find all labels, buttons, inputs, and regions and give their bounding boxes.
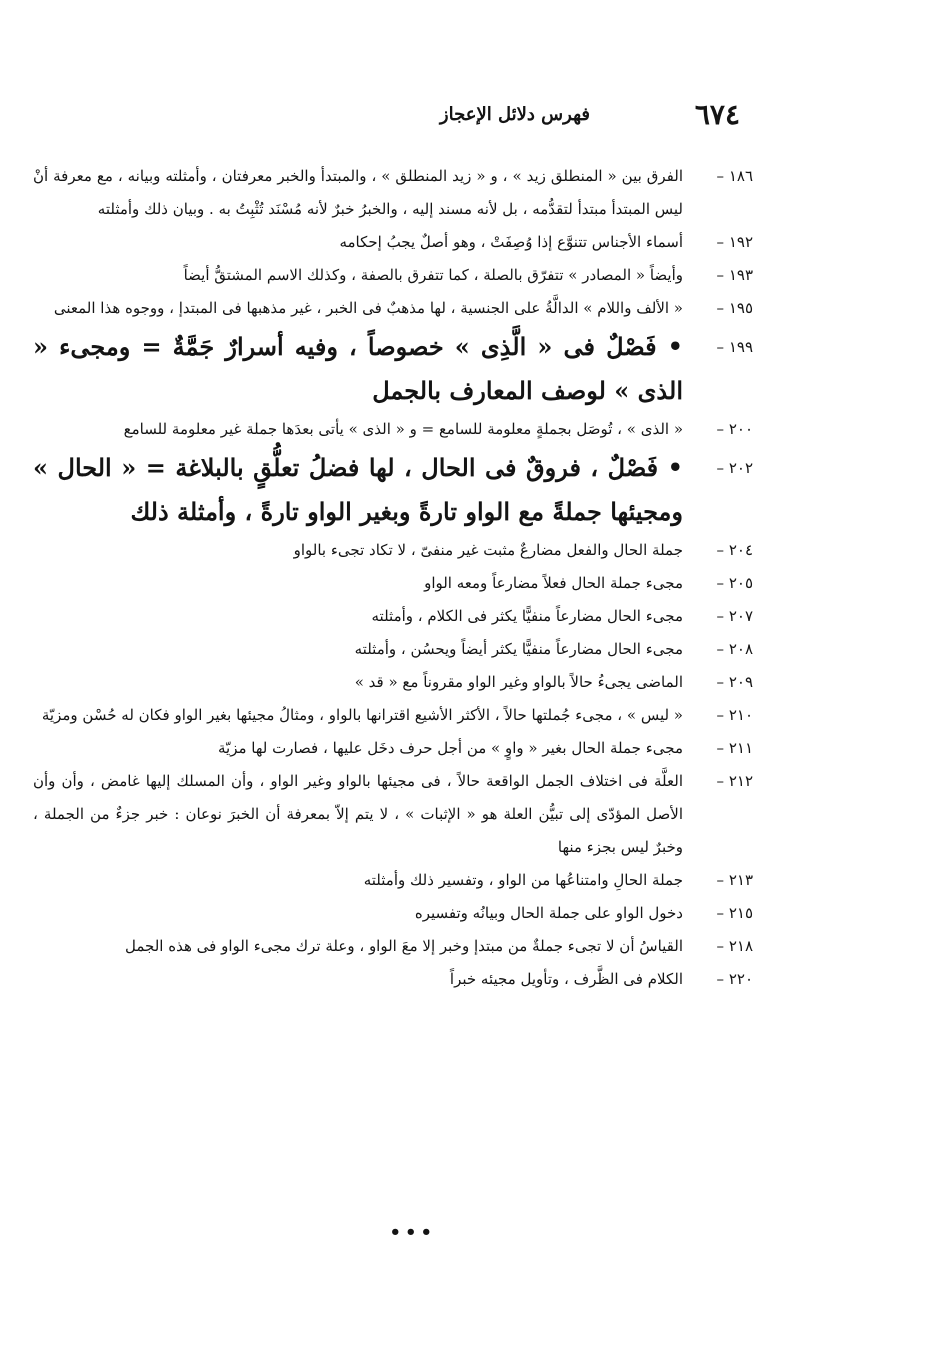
entry-text: • فَصْلٌ ، فروقٌ فى الحال ، لها فضلُ تعلُّقٍ بالبلاغة = « الحال » ومجيئها جملةً مع الواو تارةً وبغير الواو تارةً ، وأمثلة ذلك bbox=[33, 453, 683, 526]
entry-text: « الألف واللام » الدالَّةُ على الجنسية ، لها مذهبٌ فى الخبر ، غير مذهبها فى المبتدإ ، ووجوه هذا المعنى bbox=[53, 299, 683, 317]
entry-page-number: ٢١٠ – bbox=[716, 706, 753, 724]
entry-page-number: ١٩٣ – bbox=[716, 266, 753, 284]
entry-page-number: ٢٠٧ – bbox=[716, 607, 753, 625]
index-entry bbox=[33, 259, 753, 292]
index-entry bbox=[33, 160, 753, 226]
entry-page-number: ٢١٥ – bbox=[716, 904, 753, 922]
entry-page-number: ١٨٦ – bbox=[716, 167, 753, 185]
entry-page-number: ٢١٢ – bbox=[716, 772, 753, 790]
entry-page-number: ٢٠٥ – bbox=[716, 574, 753, 592]
page-header bbox=[300, 98, 740, 138]
running-title: فهرس دلائل الإعجاز bbox=[439, 104, 590, 125]
entry-text: مجىء جملة الحال فعلاً مضارعاً ومعه الواو bbox=[424, 574, 683, 592]
entry-text: جملة الحال والفعل مضارعٌ مثبت غير منفىّ ، لا تكاد تجىء بالواو bbox=[293, 541, 683, 559]
entry-text: أسماء الأجناس تتنوَّع إذا وُصِفَتْ ، وهو أصلٌ يجبُ إحكامه bbox=[339, 233, 683, 251]
entry-page-number: ٢٠٨ – bbox=[716, 640, 753, 658]
entry-page-number: ١٩٢ – bbox=[716, 233, 753, 251]
entry-page-number: ٢٠٩ – bbox=[716, 673, 753, 691]
entry-page-number: ٢١٣ – bbox=[716, 871, 753, 889]
index-entry bbox=[33, 292, 753, 325]
entry-text: وأيضاً « المصادر » تتفرّق بالصلة ، كما تتفرق بالصفة ، وكذلك الاسم المشتقُّ أيضاً bbox=[183, 266, 683, 284]
entry-page-number: ٢٠٤ – bbox=[716, 541, 753, 559]
entry-page-number: ٢١١ – bbox=[716, 739, 753, 757]
index-entry bbox=[33, 567, 753, 600]
entry-text: الماضى يجىءُ حالاً بالواو وغير الواو مقروناً مع « قد » bbox=[354, 673, 683, 691]
index-entry bbox=[33, 963, 753, 996]
entry-page-number: ٢١٨ – bbox=[716, 937, 753, 955]
index-entry bbox=[33, 413, 753, 446]
index-entries bbox=[33, 160, 753, 996]
entry-page-number: ١٩٥ – bbox=[716, 299, 753, 317]
entry-text: • فَصْلٌ فى « الَّذِى » خصوصاً ، وفيه أسرارٌ جَمَّةٌ = ومجىء « الذى » لوصف المعارف بالجمل bbox=[33, 332, 683, 405]
entry-text: « الذى » ، تُوصَل بجملةٍ معلومة للسامع = و « الذى » يأتى بعدَها جملة غير معلومة للسامع bbox=[123, 420, 683, 438]
entry-text: مجىء جملة الحال بغير « واوٍ » من أجل حرف دخَل عليها ، فصارت لها مزيّة bbox=[218, 739, 683, 757]
entry-text: القياسُ أن لا تجىء جملةٌ من مبتدإ وخبر إلا معَ الواو ، وعلة ترك مجىء الواو فى هذه الجمل bbox=[125, 937, 683, 955]
index-entry bbox=[33, 765, 753, 864]
entry-text: الفرق بين « المنطلق زيد » ، و « زيد المنطلق » ، والمبتدأ والخبر معرفتان ، وأمثلته وبيانه ، مع معرفة أنْ ليس المبتدأ مبتدأ لتقدُّمه ، بل لأنه مسند إليه ، والخبرُ خبرٌ لأنه مُسْنَد تُثْبِتُ به . وبيان ذلك وأمثلته bbox=[33, 167, 683, 218]
entry-text: مجىء الحال مضارعاً منفيًّا يكثر أيضاً ويحسُن ، وأمثلته bbox=[354, 640, 683, 658]
index-entry bbox=[33, 897, 753, 930]
page-number: ٦٧٤ bbox=[694, 98, 740, 131]
index-entry bbox=[33, 226, 753, 259]
index-entry bbox=[33, 534, 753, 567]
end-mark: ••• bbox=[389, 1222, 436, 1243]
entry-text: العلَّة فى اختلاف الجمل الواقعة حالاً ، فى مجيئها بالواو وغير الواو ، وأن المسلك إليها غامض ، وأن وأن الأصل المؤدّى إلى تبيُّن العلة هو « الإثبات » ، لا يتم إلاّ بمعرفة أن الخبرَ نوعان : خبر جزءٌ من الجملة ، وخبرٌ ليس بجزء منها bbox=[33, 772, 683, 856]
index-entry bbox=[33, 666, 753, 699]
index-entry bbox=[33, 325, 753, 413]
entry-page-number: ٢٠٠ – bbox=[716, 420, 753, 438]
index-entry bbox=[33, 732, 753, 765]
entry-page-number: ٢٢٠ – bbox=[716, 970, 753, 988]
index-entry bbox=[33, 446, 753, 534]
entry-text: « ليس » ، مجىء جُملتها حالاً ، الأكثر الأشيع اقترانها بالواو ، ومثالُ مجيئها بغير الواو فكان له حُسْن ومزيّة bbox=[41, 706, 683, 724]
entry-text: الكلام فى الظَّرف ، وتأويل مجيئه خبراً bbox=[449, 970, 683, 988]
index-entry bbox=[33, 633, 753, 666]
entry-text: جملة الحالِ وامتناعُها من الواو ، وتفسير ذلك وأمثلته bbox=[363, 871, 683, 889]
index-entry bbox=[33, 699, 753, 732]
index-entry bbox=[33, 864, 753, 897]
entry-text: مجىء الحال مضارعاً منفيًّا يكثر فى الكلام ، وأمثلته bbox=[371, 607, 683, 625]
index-entry bbox=[33, 600, 753, 633]
entry-text: دخول الواو على جملة الحال وبيانُه وتفسيره bbox=[414, 904, 683, 922]
index-entry bbox=[33, 930, 753, 963]
entry-page-number: ٢٠٢ – bbox=[716, 459, 753, 477]
entry-page-number: ١٩٩ – bbox=[716, 338, 753, 356]
